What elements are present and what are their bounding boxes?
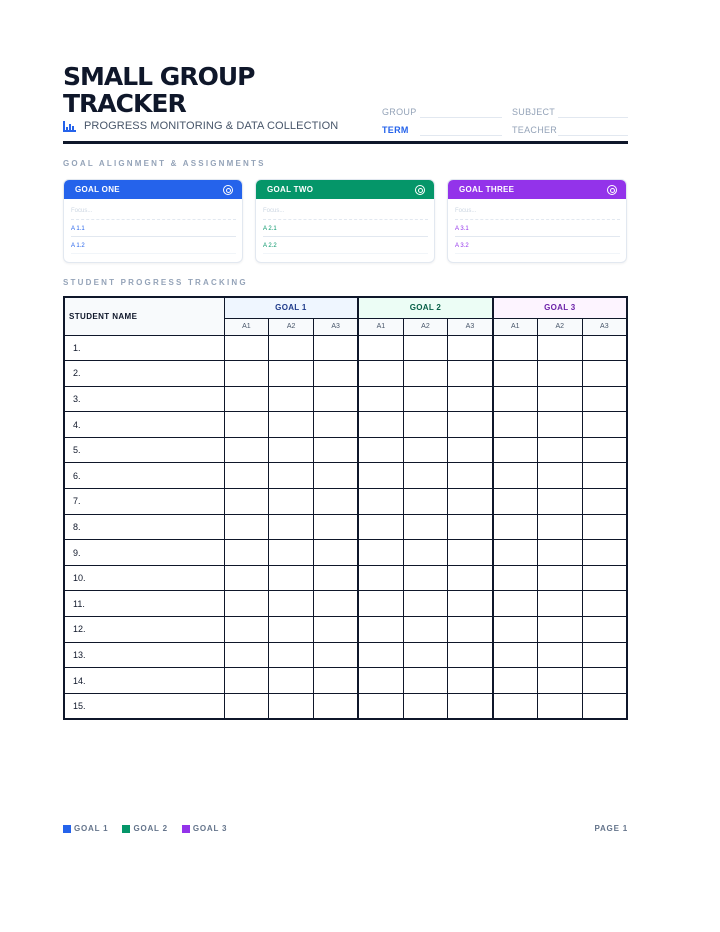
score-cell[interactable] (493, 514, 538, 540)
score-cell[interactable] (358, 668, 403, 694)
table-row (64, 463, 627, 489)
score-cell[interactable] (224, 386, 269, 412)
score-cell[interactable] (314, 565, 359, 591)
term-input-line[interactable] (420, 124, 502, 136)
score-cell[interactable] (493, 642, 538, 668)
score-cell[interactable] (582, 463, 627, 489)
table-row (64, 617, 627, 643)
table-row (64, 514, 627, 540)
assignment-column-header: A1 (493, 318, 538, 335)
score-cell[interactable] (224, 412, 269, 438)
score-cell[interactable] (493, 412, 538, 438)
score-cell[interactable] (448, 540, 493, 566)
student-name-cell[interactable]: 5. (64, 437, 224, 463)
student-name-cell[interactable]: 2. (64, 361, 224, 387)
score-cell[interactable] (314, 463, 359, 489)
score-cell[interactable] (224, 617, 269, 643)
footer (63, 824, 628, 833)
term-field[interactable] (382, 124, 512, 136)
score-cell[interactable] (582, 693, 627, 719)
score-cell[interactable] (493, 540, 538, 566)
goal-card-header (448, 180, 626, 199)
table-row (64, 489, 627, 515)
goal-card (447, 179, 627, 263)
score-cell[interactable] (224, 565, 269, 591)
score-cell[interactable] (314, 514, 359, 540)
student-name-cell[interactable]: 15. (64, 693, 224, 719)
score-cell[interactable] (403, 668, 448, 694)
score-cell[interactable] (537, 591, 582, 617)
legend-item (122, 824, 167, 833)
legend-swatch (182, 825, 190, 833)
score-cell[interactable] (493, 617, 538, 643)
subject-label: SUBJECT (512, 107, 556, 117)
score-cell[interactable] (314, 437, 359, 463)
table-row (64, 412, 627, 438)
score-cell[interactable] (224, 642, 269, 668)
student-progress-heading: STUDENT PROGRESS TRACKING (63, 278, 248, 287)
score-cell[interactable] (493, 693, 538, 719)
goal-card-header (64, 180, 242, 199)
student-name-cell[interactable]: 14. (64, 668, 224, 694)
score-cell[interactable] (493, 463, 538, 489)
legend (63, 824, 227, 833)
subtitle-text: PROGRESS MONITORING & DATA COLLECTION (84, 120, 339, 132)
score-cell[interactable] (358, 617, 403, 643)
assignment-line[interactable]: A 1.2 (71, 237, 236, 254)
score-cell[interactable] (493, 437, 538, 463)
score-cell[interactable] (358, 361, 403, 387)
assignment-line[interactable]: A 3.2 (455, 237, 620, 254)
table-row (64, 335, 627, 361)
assignment-column-header: A2 (537, 318, 582, 335)
student-name-cell[interactable]: 1. (64, 335, 224, 361)
score-cell[interactable] (537, 386, 582, 412)
assignment-column-header: A2 (403, 318, 448, 335)
table-row (64, 386, 627, 412)
score-cell[interactable] (358, 565, 403, 591)
score-cell[interactable] (403, 540, 448, 566)
assignment-line[interactable]: A 2.2 (263, 237, 428, 254)
score-cell[interactable] (358, 437, 403, 463)
score-cell[interactable] (269, 437, 314, 463)
score-cell[interactable] (448, 591, 493, 617)
student-name-cell[interactable]: 7. (64, 489, 224, 515)
legend-swatch (63, 825, 71, 833)
focus-field[interactable]: Focus... (455, 203, 620, 220)
score-cell[interactable] (537, 693, 582, 719)
score-cell[interactable] (358, 489, 403, 515)
score-cell[interactable] (537, 335, 582, 361)
score-cell[interactable] (269, 386, 314, 412)
goal-column-header: GOAL 3 (493, 297, 627, 318)
progress-table (63, 296, 628, 720)
score-cell[interactable] (269, 412, 314, 438)
bar-chart-icon (63, 121, 76, 132)
score-cell[interactable] (403, 591, 448, 617)
score-cell[interactable] (314, 617, 359, 643)
score-cell[interactable] (403, 437, 448, 463)
assignment-line[interactable]: A 3.1 (455, 220, 620, 237)
score-cell[interactable] (582, 335, 627, 361)
score-cell[interactable] (448, 642, 493, 668)
score-cell[interactable] (493, 335, 538, 361)
goal-cards (63, 179, 628, 263)
student-name-cell[interactable]: 9. (64, 540, 224, 566)
score-cell[interactable] (358, 514, 403, 540)
score-cell[interactable] (403, 412, 448, 438)
score-cell[interactable] (582, 668, 627, 694)
score-cell[interactable] (314, 386, 359, 412)
score-cell[interactable] (582, 565, 627, 591)
score-cell[interactable] (403, 617, 448, 643)
score-cell[interactable] (493, 565, 538, 591)
score-cell[interactable] (448, 693, 493, 719)
score-cell[interactable] (224, 668, 269, 694)
legend-item (182, 824, 227, 833)
teacher-field[interactable] (512, 124, 628, 136)
score-cell[interactable] (537, 412, 582, 438)
score-cell[interactable] (358, 412, 403, 438)
score-cell[interactable] (537, 668, 582, 694)
goal-card-header (256, 180, 434, 199)
score-cell[interactable] (537, 514, 582, 540)
score-cell[interactable] (537, 437, 582, 463)
group-label: GROUP (382, 107, 417, 117)
assignment-column-header: A3 (582, 318, 627, 335)
legend-label: GOAL 2 (133, 824, 168, 833)
score-cell[interactable] (582, 437, 627, 463)
page-number: PAGE 1 (594, 824, 628, 833)
score-cell[interactable] (403, 386, 448, 412)
goal-column-header: GOAL 1 (224, 297, 358, 318)
student-name-header: STUDENT NAME (64, 297, 224, 335)
term-label: TERM (382, 125, 409, 135)
table-row (64, 540, 627, 566)
score-cell[interactable] (403, 463, 448, 489)
score-cell[interactable] (537, 489, 582, 515)
score-cell[interactable] (582, 412, 627, 438)
header (63, 63, 628, 145)
goal-card-title: GOAL TWO (267, 185, 314, 194)
student-name-cell[interactable]: 10. (64, 565, 224, 591)
score-cell[interactable] (537, 642, 582, 668)
target-icon (223, 185, 233, 195)
assignment-column-header: A1 (224, 318, 269, 335)
score-cell[interactable] (358, 642, 403, 668)
target-icon (607, 185, 617, 195)
goal-card-title: GOAL THREE (459, 185, 515, 194)
score-cell[interactable] (224, 463, 269, 489)
score-cell[interactable] (314, 412, 359, 438)
student-name-cell[interactable]: 6. (64, 463, 224, 489)
legend-item (63, 824, 108, 833)
student-name-cell[interactable]: 11. (64, 591, 224, 617)
score-cell[interactable] (314, 489, 359, 515)
score-cell[interactable] (537, 565, 582, 591)
score-cell[interactable] (224, 514, 269, 540)
score-cell[interactable] (582, 617, 627, 643)
subject-field[interactable] (512, 106, 628, 118)
score-cell[interactable] (358, 463, 403, 489)
score-cell[interactable] (403, 565, 448, 591)
table-row (64, 668, 627, 694)
subtitle (63, 120, 338, 132)
score-cell[interactable] (448, 463, 493, 489)
assignment-column-header: A3 (314, 318, 359, 335)
header-divider (63, 141, 628, 144)
goal-card (63, 179, 243, 263)
group-input-line[interactable] (420, 106, 502, 118)
score-cell[interactable] (269, 514, 314, 540)
assignment-line[interactable]: A 1.1 (71, 220, 236, 237)
goal-column-header: GOAL 2 (358, 297, 492, 318)
score-cell[interactable] (448, 514, 493, 540)
score-cell[interactable] (448, 361, 493, 387)
score-cell[interactable] (314, 335, 359, 361)
student-name-cell[interactable]: 8. (64, 514, 224, 540)
score-cell[interactable] (269, 591, 314, 617)
score-cell[interactable] (314, 540, 359, 566)
score-cell[interactable] (269, 489, 314, 515)
score-cell[interactable] (448, 565, 493, 591)
score-cell[interactable] (582, 642, 627, 668)
score-cell[interactable] (358, 693, 403, 719)
score-cell[interactable] (269, 617, 314, 643)
score-cell[interactable] (448, 489, 493, 515)
score-cell[interactable] (493, 668, 538, 694)
score-cell[interactable] (403, 489, 448, 515)
score-cell[interactable] (269, 565, 314, 591)
score-cell[interactable] (224, 591, 269, 617)
score-cell[interactable] (314, 642, 359, 668)
score-cell[interactable] (537, 540, 582, 566)
score-cell[interactable] (448, 386, 493, 412)
score-cell[interactable] (224, 437, 269, 463)
score-cell[interactable] (269, 642, 314, 668)
title-line-1: SMALL GROUP (63, 62, 255, 91)
assignment-column-header: A3 (448, 318, 493, 335)
assignment-column-header: A2 (269, 318, 314, 335)
score-cell[interactable] (448, 668, 493, 694)
tracker-page (63, 0, 628, 932)
score-cell[interactable] (582, 591, 627, 617)
score-cell[interactable] (269, 361, 314, 387)
score-cell[interactable] (448, 617, 493, 643)
legend-label: GOAL 3 (192, 824, 228, 833)
score-cell[interactable] (314, 668, 359, 694)
score-cell[interactable] (269, 463, 314, 489)
score-cell[interactable] (448, 412, 493, 438)
legend-swatch (122, 825, 130, 833)
score-cell[interactable] (493, 591, 538, 617)
table-row (64, 693, 627, 719)
student-name-cell[interactable]: 13. (64, 642, 224, 668)
student-name-cell[interactable]: 3. (64, 386, 224, 412)
table-row (64, 437, 627, 463)
table-row (64, 642, 627, 668)
goal-card (255, 179, 435, 263)
score-cell[interactable] (537, 463, 582, 489)
table-row (64, 361, 627, 387)
goal-card-title: GOAL ONE (75, 185, 120, 194)
score-cell[interactable] (582, 386, 627, 412)
score-cell[interactable] (493, 361, 538, 387)
score-cell[interactable] (403, 693, 448, 719)
score-cell[interactable] (314, 693, 359, 719)
score-cell[interactable] (224, 489, 269, 515)
score-cell[interactable] (358, 335, 403, 361)
assignment-line[interactable]: A 2.1 (263, 220, 428, 237)
score-cell[interactable] (403, 361, 448, 387)
score-cell[interactable] (269, 540, 314, 566)
score-cell[interactable] (358, 540, 403, 566)
score-cell[interactable] (537, 361, 582, 387)
score-cell[interactable] (582, 540, 627, 566)
focus-field[interactable]: Focus... (263, 203, 428, 220)
teacher-input-line[interactable] (558, 124, 628, 136)
score-cell[interactable] (537, 617, 582, 643)
meta-fields (382, 103, 628, 139)
score-cell[interactable] (269, 668, 314, 694)
assignment-column-header: A1 (358, 318, 403, 335)
score-cell[interactable] (358, 591, 403, 617)
subject-input-line[interactable] (558, 106, 628, 118)
score-cell[interactable] (493, 489, 538, 515)
score-cell[interactable] (269, 693, 314, 719)
goal-alignment-heading: GOAL ALIGNMENT & ASSIGNMENTS (63, 159, 266, 168)
score-cell[interactable] (314, 361, 359, 387)
score-cell[interactable] (582, 361, 627, 387)
score-cell[interactable] (493, 386, 538, 412)
table-row (64, 565, 627, 591)
score-cell[interactable] (448, 437, 493, 463)
target-icon (415, 185, 425, 195)
score-cell[interactable] (269, 335, 314, 361)
score-cell[interactable] (582, 489, 627, 515)
legend-label: GOAL 1 (74, 824, 109, 833)
group-field[interactable] (382, 106, 512, 118)
table-row (64, 591, 627, 617)
score-cell[interactable] (224, 335, 269, 361)
score-cell[interactable] (582, 514, 627, 540)
score-cell[interactable] (403, 642, 448, 668)
score-cell[interactable] (224, 693, 269, 719)
student-name-cell[interactable]: 12. (64, 617, 224, 643)
score-cell[interactable] (403, 335, 448, 361)
score-cell[interactable] (403, 514, 448, 540)
score-cell[interactable] (224, 540, 269, 566)
teacher-label: TEACHER (512, 125, 558, 135)
student-name-cell[interactable]: 4. (64, 412, 224, 438)
score-cell[interactable] (224, 361, 269, 387)
focus-field[interactable]: Focus... (71, 203, 236, 220)
title-line-2: TRACKER (63, 89, 186, 118)
score-cell[interactable] (314, 591, 359, 617)
score-cell[interactable] (448, 335, 493, 361)
score-cell[interactable] (358, 386, 403, 412)
